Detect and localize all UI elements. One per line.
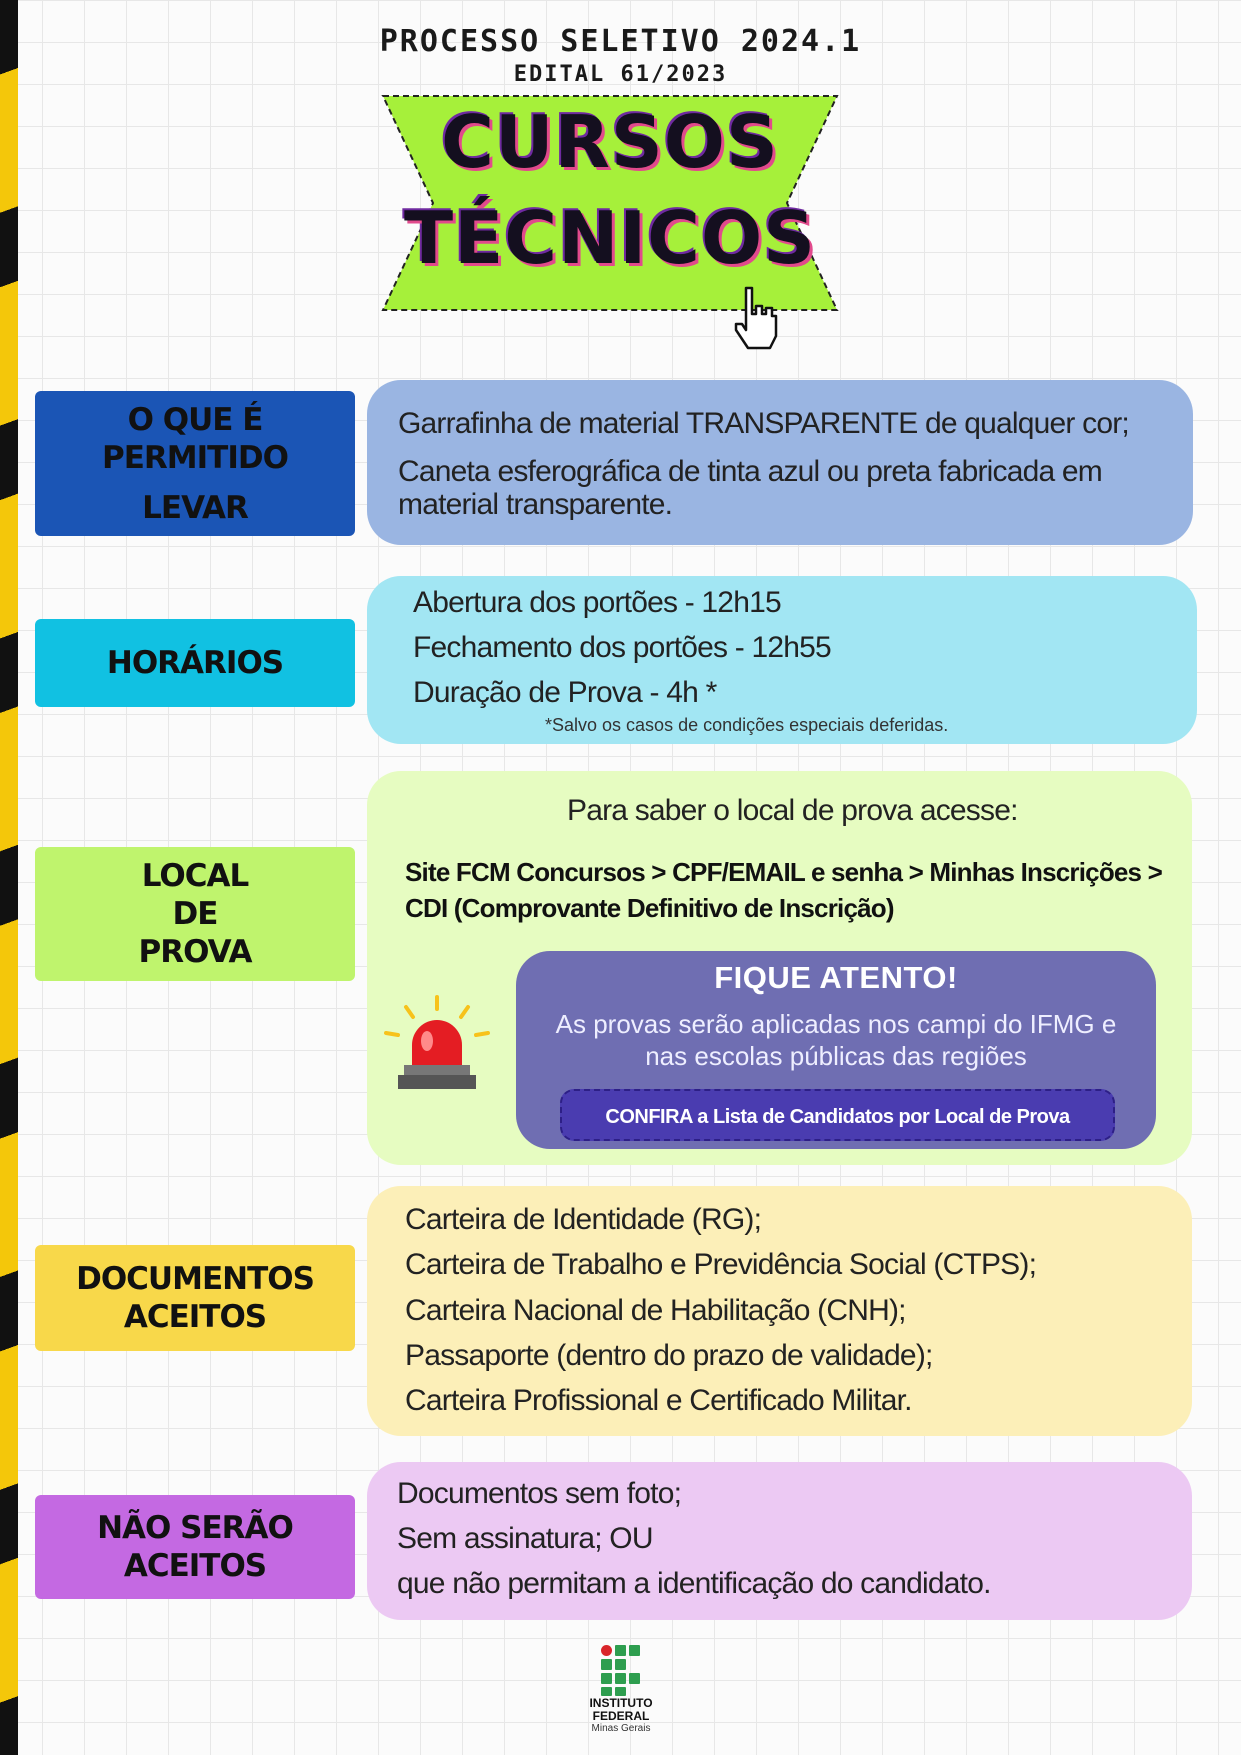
label-nao-aceitos: NÃO SERÃO ACEITOS [35,1495,355,1599]
documento-passaporte: Passaporte (dentro do prazo de validade); [405,1339,933,1372]
banner-line-2: TÉCNICOS [403,196,817,280]
page-subtitle: EDITAL 61/2023 [513,62,728,87]
documento-militar: Carteira Profissional e Certificado Militar. [405,1384,912,1417]
label-local: LOCAL DE PROVA [35,847,355,981]
side-stripe-decoration [0,0,18,1755]
logo-line-2: FEDERAL [592,1709,650,1723]
banner-line-1: CURSOS [441,100,779,184]
label-documentos: DOCUMENTOS ACEITOS [35,1245,355,1351]
logo-line-1: INSTITUTO [589,1696,653,1710]
permitido-item-1: Garrafinha de material TRANSPARENTE de qualquer cor; [398,407,1129,440]
pointer-hand-icon [732,284,780,350]
attention-title: FIQUE ATENTO! [714,960,958,995]
horario-fechamento: Fechamento dos portões - 12h55 [413,631,831,664]
permitido-item-2: Caneta esferográfica de tinta azul ou preta fabricada em [398,455,1102,488]
attention-line-2: nas escolas públicas das regiões [645,1041,1027,1071]
horario-abertura: Abertura dos portões - 12h15 [413,586,781,619]
label-horarios: HORÁRIOS [35,619,355,707]
horario-duracao: Duração de Prova - 4h * [413,676,717,709]
ifmg-logo [584,1645,658,1735]
local-path-1: Site FCM Concursos > CPF/EMAIL e senha > Minhas Inscrições > [405,857,1163,887]
permitido-item-3: material transparente. [398,488,673,521]
label-permitido: O QUE É PERMITIDO LEVAR [35,391,355,536]
page-title: PROCESSO SELETIVO 2024.1 [379,24,862,59]
confira-lista-button[interactable]: CONFIRA a Lista de Candidatos por Local de Prova [560,1089,1115,1141]
nao-aceito-3: que não permitam a identificação do candidato. [397,1567,991,1600]
nao-aceito-1: Documentos sem foto; [397,1477,682,1510]
local-path-2: CDI (Comprovante Definitivo de Inscrição) [405,893,894,923]
attention-line-1: As provas serão aplicadas nos campi do IFMG e [555,1009,1117,1039]
ifmg-logo-mark [601,1645,641,1697]
horario-note: *Salvo os casos de condições especiais deferidas. [545,715,949,735]
documento-rg: Carteira de Identidade (RG); [405,1203,762,1236]
local-intro: Para saber o local de prova acesse: [567,794,1018,827]
siren-icon [382,995,492,1095]
logo-line-3: Minas Gerais [591,1723,651,1734]
documento-cnh: Carteira Nacional de Habilitação (CNH); [405,1294,906,1327]
nao-aceito-2: Sem assinatura; OU [397,1522,653,1555]
documento-ctps: Carteira de Trabalho e Previdência Social (CTPS); [405,1248,1037,1281]
